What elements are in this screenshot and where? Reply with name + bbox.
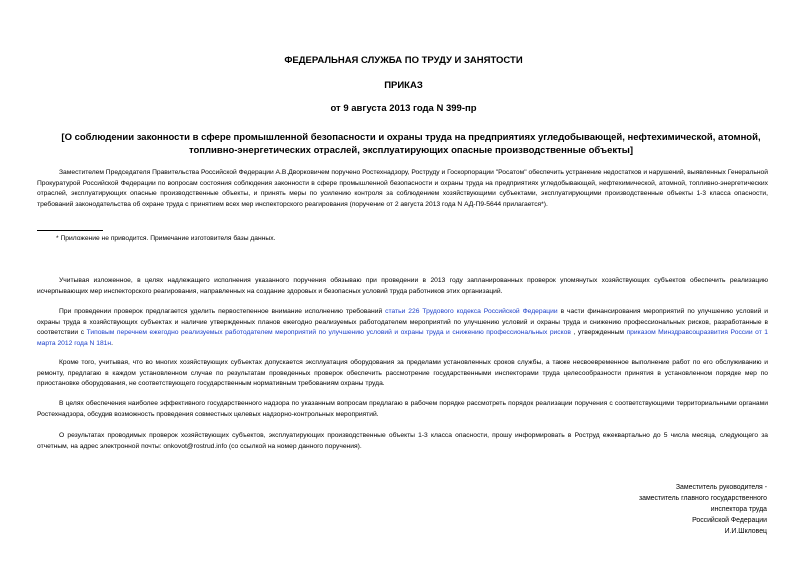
- paragraph-2: Учитывая изложенное, в целях надлежащего исполнения указанного поручения обязываю при проведении в 2013 году запланированных проверок упомянутых хозяйствующих субъектов обеспечить реализацию исчерпывающих мер инспекторского реагирования, направленных на создание здоровых и безопасных условий труда работников этих организаций.: [37, 277, 768, 295]
- document-type: ПРИКАЗ: [384, 80, 423, 91]
- signature-line-4: Российской Федерации: [692, 517, 767, 524]
- link-article-226[interactable]: статьи 226 Трудового кодекса Российской Федерации: [385, 308, 558, 315]
- paragraph-3-text-b: в части финансирования мероприятий по улучшению условий и охраны труда в хозяйствующих субъектах и наличие утвержденных планов ежегодно реализуемых работодателем мероприятий по улучшению условий и охраны труда и снижению профессиональных рисков, разработанные в соответствии с: [37, 308, 769, 336]
- signature-line-2: заместитель главного государственного: [638, 495, 767, 502]
- link-order-181n[interactable]: приказом Минздравсоцразвития России от 1 марта 2012 года N 181н: [37, 329, 768, 347]
- footnote: * Приложение не приводится. Примечание изготовителя базы данных.: [56, 235, 276, 242]
- signature-name: И.И.Шкловец: [724, 528, 767, 535]
- signature-line-1: Заместитель руководителя -: [675, 484, 767, 491]
- paragraph-5: В целях обеспечения наиболее эффективного государственного надзора по указанным вопросам предлагаю в рабочем порядке рассмотреть порядок реализации поручения с соответствующими территориальными органами Ростехнадзора, обсудив возможность проведения совместных целевых надзорно-контрольных мероприятий.: [37, 400, 768, 418]
- paragraph-6: О результатах проводимых проверок хозяйствующих субъектов, эксплуатирующих производственные объекты 1-3 класса опасности, прошу информировать в Роструд ежеквартально до 5 числа месяца, следующего за отчетным, на адрес электронной почты: onkovot@rostrud.info (со ссылкой на номер данного поручения).: [37, 432, 768, 450]
- document-subject: [О соблюдении законности в сфере промышленной безопасности и охраны труда на предприятиях угледобывающей, нефтехимической, атомной, топливно-энергетических отраслей, эксплуатирующих опасные производственные объекты]: [61, 132, 761, 156]
- paragraph-3: [37, 307, 768, 349]
- link-typical-list[interactable]: Типовым перечнем ежегодно реализуемых работодателем мероприятий по улучшению условий и охраны труда и снижению профессиональных рисков: [86, 329, 571, 336]
- agency-title: ФЕДЕРАЛЬНАЯ СЛУЖБА ПО ТРУДУ И ЗАНЯТОСТИ: [284, 55, 523, 66]
- signature-block: [639, 482, 767, 537]
- paragraph-3-text-c: , утвержденным: [570, 329, 627, 336]
- signature-line-3: инспектора труда: [710, 506, 767, 513]
- document-date-number: от 9 августа 2013 года N 399-пр: [330, 103, 477, 114]
- paragraph-4: Кроме того, учитывая, что во многих хозяйствующих субъектах допускается эксплуатация оборудования за пределами установленных сроков службы, а также несвоевременное выполнение работ по его обслуживанию и ремонту, предлагаю в каждом установленном случае по результатам проведенных проверок обеспечить рассмотрение государственными инспекторами труда целесообразности принятия в установленном порядке мер по приостановке оборудования, не соответствующего государственным нормативным требованиям охраны труда.: [37, 359, 768, 387]
- paragraph-1: Заместителем Председателя Правительства Российской Федерации А.В.Дворковичем поручено Ростехнадзору, Роструду и Госкорпорации "Росатом" обеспечить устранение недостатков и нарушений, выявленных Генеральной Прокуратурой Российской Федерации по вопросам состояния соблюдения законности в сфере промышленной безопасности и охраны труда на предприятиях угледобывающей, нефтехимической, атомной, топливно-энергетических отраслей, эксплуатирующих опасные производственные объекты, и принять меры по усилению контроля за соблюдением хозяйствующими субъектами, эксплуатирующими производственные объекты 1-3 класса опасности, требований законодательства об охране труда с принятием всех мер инспекторского реагирования (поручение от 2 августа 2013 года N АД-П9-5644 прилагается*).: [37, 169, 768, 208]
- footnote-divider: [37, 230, 103, 231]
- paragraph-3-text-a: При проведении проверок предлагается уделить первостепенное внимание исполнению требований: [59, 308, 386, 315]
- paragraph-3-text-d: .: [111, 339, 113, 347]
